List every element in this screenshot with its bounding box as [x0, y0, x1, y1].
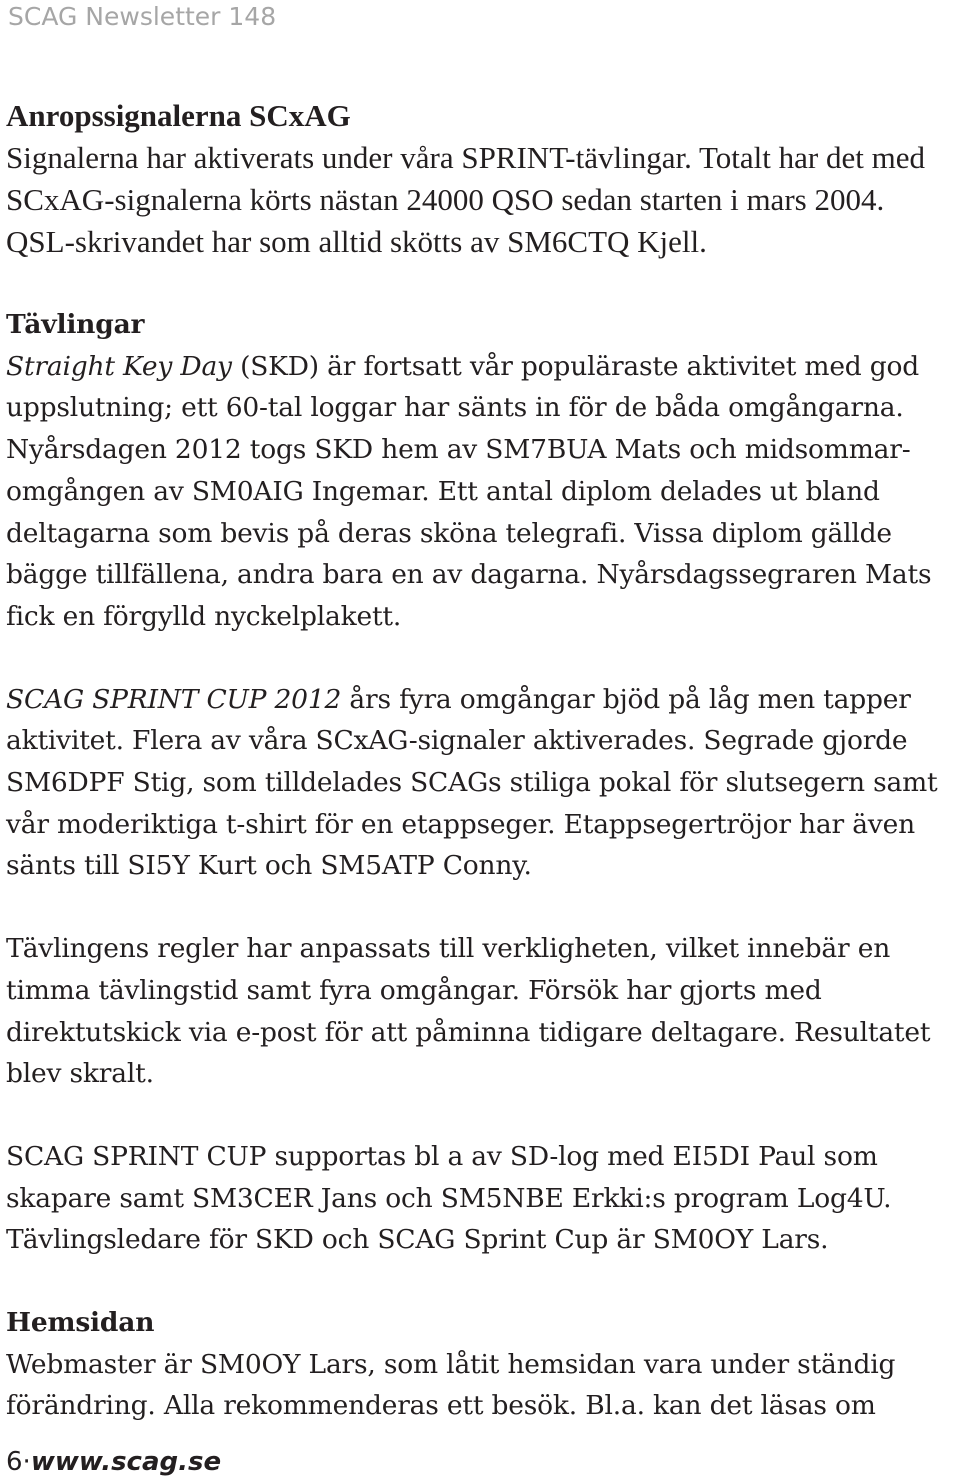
paragraph-sprint-cup [6, 679, 954, 888]
section-tavlingar [6, 304, 954, 1261]
paragraph-text: års fyra omgångar bjöd på låg men tapper aktivitet. Flera av våra SCxAG-signaler aktiverades. Segrade gjorde SM6DPF Stig, som tilldelades SCAGs stiliga pokal för slutsegern samt vår moderiktiga t-shirt för en etappseger. Etappsegertröjor har även sänts till SI5Y Kurt och SM5ATP Conny. [6, 683, 938, 882]
section-hemsidan [6, 1302, 954, 1427]
paragraph-straight-key-day [6, 346, 954, 638]
page-number: 6 [6, 1447, 23, 1477]
paragraph-anropssignalerna: Signalerna har aktiverats under våra SPRINT-tävlingar. Totalt har det med SCxAG-signalerna körts nästan 24000 QSO sedan starten i mars 2004. QSL-skrivandet har som alltid skötts av SM6CTQ Kjell. [6, 140, 925, 259]
paragraph-regler: Tävlingens regler har anpassats till verkligheten, vilket innebär en timma tävlingstid samt fyra omgångar. Försök har gjorts med direktutskick via e-post för att påminna tidigare deltagare. Resultatet blev skralt. [6, 933, 931, 1090]
newsletter-header: SCAG Newsletter 148 [8, 2, 277, 31]
paragraph-support: SCAG SPRINT CUP supportas bl a av SD-log med EI5DI Paul som skapare samt SM3CER Jans och SM5NBE Erkki:s program Log4U. Tävlingsledare för SKD och SCAG Sprint Cup är SM0OY Lars. [6, 1140, 892, 1256]
section-heading-tavlingar: Tävlingar [6, 309, 145, 340]
page-footer [6, 1444, 221, 1480]
section-anropssignalerna [6, 95, 954, 263]
footer-separator: · [22, 1447, 31, 1477]
footer-site-link[interactable]: www.scag.se [30, 1447, 222, 1477]
paragraph-text: (SKD) är fortsatt vår populäraste aktivitet med god uppslutning; ett 60-tal loggar har sänts in för de båda omgångarna. Nyårsdagen 2012 togs SKD hem av SM7BUA Mats och midsommar-omgången av SM0AIG Ingemar. Ett antal diplom delades ut bland deltagarna som bevis på deras sköna telegrafi. Vissa diplom gällde bägge tillfällena, andra bara en av dagarna. Nyårsdagssegraren Mats fick en förgylld nyckelplakett. [6, 350, 932, 632]
section-heading-anropssignalerna: Anropssignalerna SCxAG [6, 98, 351, 133]
emphasis-straight-key-day: Straight Key Day [6, 350, 232, 382]
article-body [6, 95, 954, 1427]
paragraph-hemsidan: Webmaster är SM0OY Lars, som låtit hemsidan vara under ständig förändring. Alla rekommenderas ett besök. Bl.a. kan det läsas om [6, 1348, 896, 1422]
section-heading-hemsidan: Hemsidan [6, 1307, 155, 1339]
emphasis-sprint-cup: SCAG SPRINT CUP 2012 [6, 683, 342, 715]
